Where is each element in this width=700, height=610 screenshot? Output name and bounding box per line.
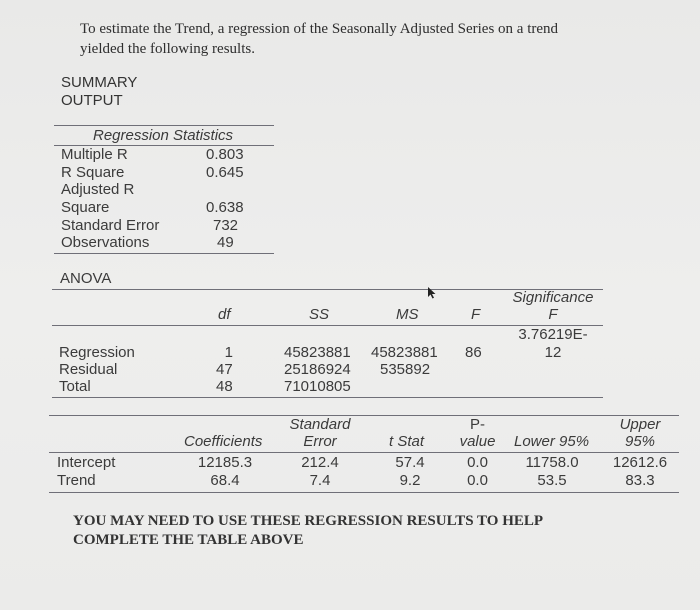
anova-regression-ms: 45823881 xyxy=(371,344,438,361)
coef-row-intercept-label: Intercept xyxy=(57,454,116,471)
stat-label-multiple-r: Multiple R xyxy=(61,146,128,163)
anova-header-sigf-line2: F xyxy=(548,306,558,323)
anova-residual-df: 47 xyxy=(216,361,233,378)
closing-line-2: COMPLETE THE TABLE ABOVE xyxy=(73,532,304,548)
anova-row-regression-label: Regression xyxy=(59,344,135,361)
anova-header-ss: SS xyxy=(309,306,330,323)
coef-intercept-coef: 12185.3 xyxy=(197,454,253,471)
table-bottom-rule xyxy=(54,253,274,254)
anova-residual-ms: 535892 xyxy=(380,361,431,378)
coef-header-se-line1: Standard xyxy=(289,416,351,433)
mouse-cursor-icon xyxy=(427,287,437,299)
anova-header-f: F xyxy=(471,306,481,323)
stat-value-r-square: 0.645 xyxy=(206,164,244,181)
anova-residual-ss: 25186924 xyxy=(284,361,351,378)
stat-value-standard-error: 732 xyxy=(213,217,239,234)
coef-header-tstat: t Stat xyxy=(389,433,425,450)
stat-label-adjusted-r-line1: Adjusted R xyxy=(61,181,135,198)
anova-regression-f: 86 xyxy=(465,344,482,361)
coef-top-rule xyxy=(49,415,679,416)
coef-header-p-line2: value xyxy=(459,433,496,450)
anova-regression-df: 1 xyxy=(224,344,233,361)
coef-trend-upper: 83.3 xyxy=(625,472,655,489)
coef-header-p-line1: P- xyxy=(470,416,485,433)
stat-label-adjusted-r-line2: Square xyxy=(61,199,110,216)
coef-intercept-pvalue: 0.0 xyxy=(467,454,488,471)
intro-line-1: To estimate the Trend, a regression of the Seasonally Adjusted Series on a trend xyxy=(80,21,559,37)
stat-value-observations: 49 xyxy=(217,234,234,251)
intro-line-2: yielded the following results. xyxy=(80,41,255,57)
closing-note xyxy=(73,512,633,550)
closing-line-1: YOU MAY NEED TO USE THESE REGRESSION RESULTS TO HELP xyxy=(73,513,544,529)
table-top-rule xyxy=(54,125,274,126)
stat-label-observations: Observations xyxy=(61,234,150,251)
coef-intercept-se: 212.4 xyxy=(301,454,339,471)
intro-paragraph xyxy=(80,19,600,59)
coef-header-se-line2: Error xyxy=(303,433,337,450)
anova-header-sigf-line1: Significance xyxy=(512,289,594,306)
anova-total-df: 48 xyxy=(216,378,233,395)
regression-statistics-header: Regression Statistics xyxy=(93,127,234,144)
anova-regression-ss: 45823881 xyxy=(284,344,351,361)
stat-value-multiple-r: 0.803 xyxy=(206,146,244,163)
coef-trend-pvalue: 0.0 xyxy=(467,472,488,489)
summary-output-title xyxy=(61,74,137,110)
coef-header-upper-line1: Upper xyxy=(619,416,661,433)
coef-intercept-tstat: 57.4 xyxy=(395,454,425,471)
anova-bottom-rule xyxy=(52,397,603,398)
coef-intercept-lower: 11758.0 xyxy=(525,454,579,471)
anova-header-df: df xyxy=(218,306,231,323)
anova-row-residual-label: Residual xyxy=(59,361,118,378)
anova-regression-sigf-line1: 3.76219E- xyxy=(518,326,588,343)
summary-title-line-2: OUTPUT xyxy=(61,92,123,109)
coef-header-upper-line2: 95% xyxy=(624,433,656,450)
coef-trend-lower: 53.5 xyxy=(537,472,567,489)
coef-trend-coef: 68.4 xyxy=(210,472,240,489)
coef-row-trend-label: Trend xyxy=(57,472,96,489)
coef-trend-tstat: 9.2 xyxy=(399,472,421,489)
coef-intercept-upper: 12612.6 xyxy=(612,454,668,471)
summary-title-line-1: SUMMARY xyxy=(61,74,138,91)
coef-header-coefficients: Coefficients xyxy=(184,433,263,450)
anova-header-ms: MS xyxy=(396,306,419,323)
stat-label-r-square: R Square xyxy=(61,164,125,181)
anova-total-ss: 71010805 xyxy=(284,378,351,395)
coef-bottom-rule xyxy=(49,492,679,493)
anova-title: ANOVA xyxy=(60,270,112,287)
coef-header-rule xyxy=(49,452,679,453)
coef-header-lower: Lower 95% xyxy=(514,433,590,450)
stat-value-adjusted-r-square: 0.638 xyxy=(206,199,244,216)
anova-regression-sigf-line2: 12 xyxy=(544,344,562,361)
coef-trend-se: 7.4 xyxy=(309,472,331,489)
anova-row-total-label: Total xyxy=(59,378,91,395)
stat-label-standard-error: Standard Error xyxy=(61,217,160,234)
